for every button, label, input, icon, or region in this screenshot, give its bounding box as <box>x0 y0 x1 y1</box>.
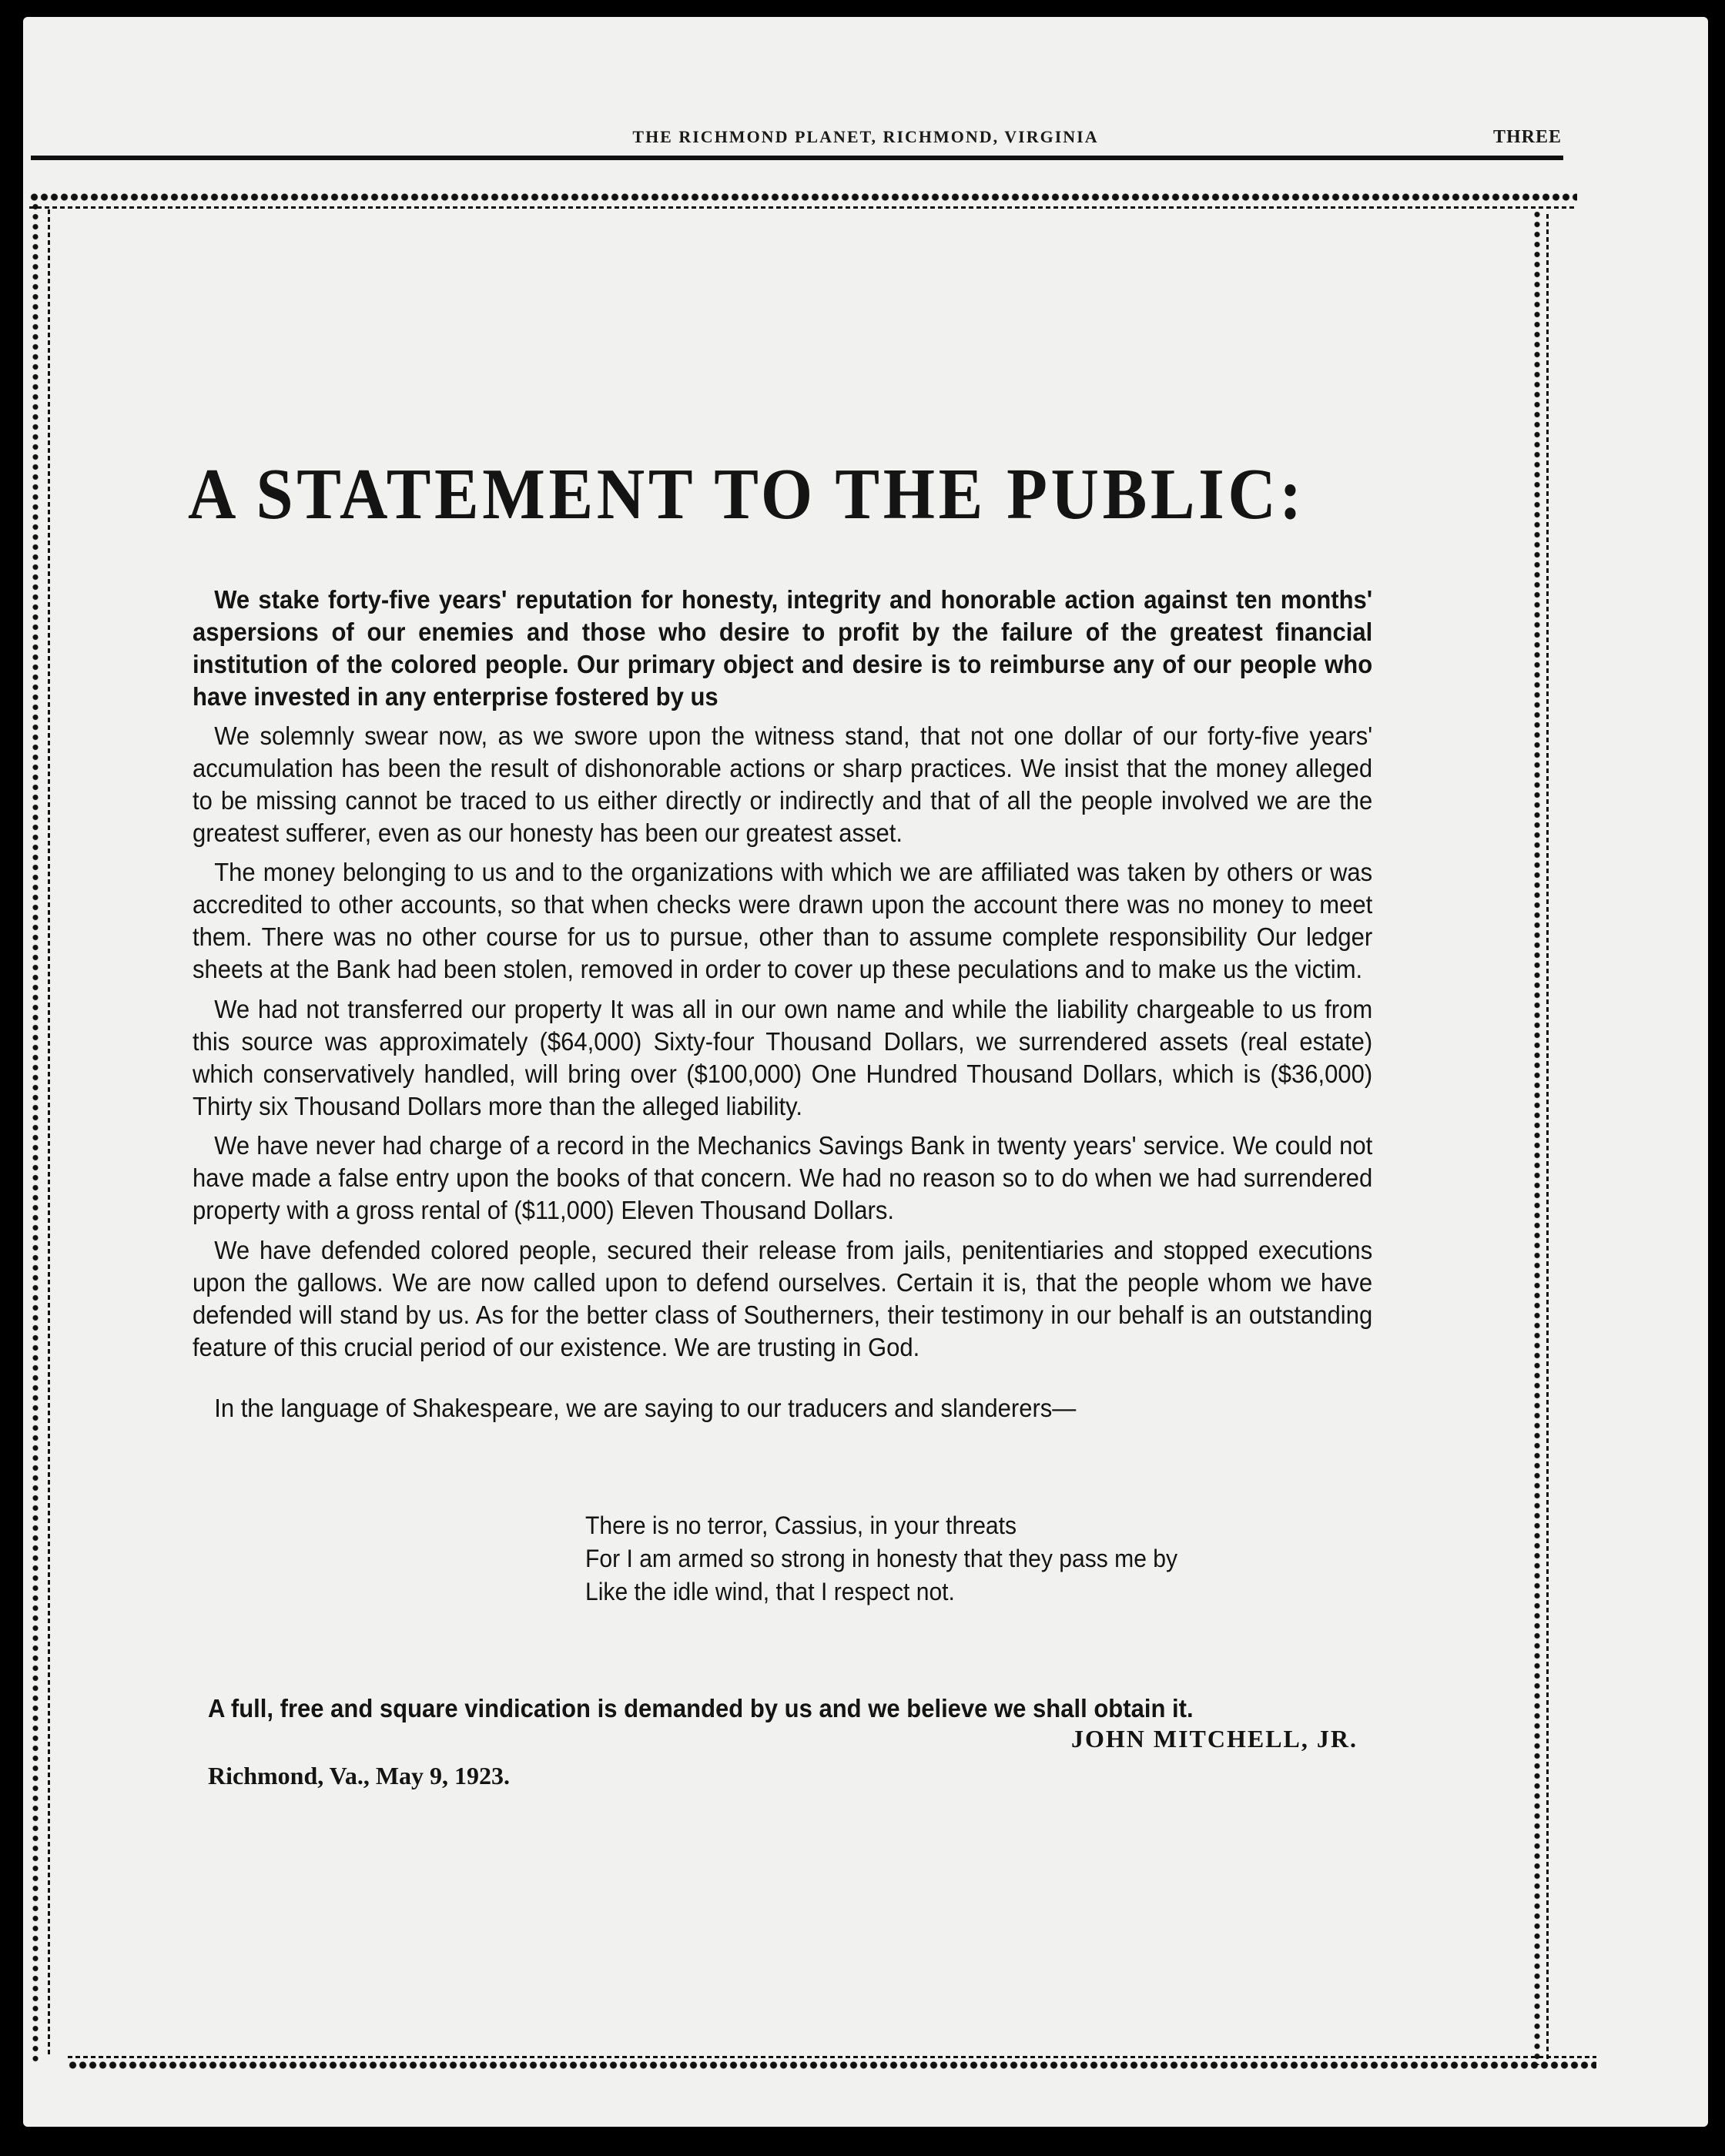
paragraph-5: We have never had charge of a record in the Mechanics Savings Bank in twenty years' service. We could not have made a false entry upon the books of that concern. We had no reason so to do when we had surrendered property with a gross rental of ($11,000) Eleven Thousand Dollars. <box>193 1131 1373 1224</box>
verse-line: There is no terror, Cassius, in your threats <box>585 1512 1017 1539</box>
masthead-title: THE RICHMOND PLANET, RICHMOND, VIRGINIA <box>632 127 1099 146</box>
paragraph-1: We stake forty-five years' reputation for honesty, integrity and honorable action against ten months' aspersions of our enemies and those who desire to profit by the failure of the greatest financial institution of the colored people. Our primary object and desire is to reimburse any of our people who have invested in any enterprise fostered by us <box>193 585 1373 711</box>
paragraph-2: We solemnly swear now, as we swore upon the witness stand, that not one dollar of our forty-five years' accumulation has been the result of dishonorable actions or sharp practices. We insist that the money alleged to be missing cannot be traced to us either directly or indirectly and that of all the people involved we are the greatest sufferer, even as our honesty has been our greatest asset. <box>193 721 1373 847</box>
signature: JOHN MITCHELL, JR. <box>1070 1725 1358 1753</box>
dateline: Richmond, Va., May 9, 1923. <box>208 1762 511 1789</box>
headline: A STATEMENT TO THE PUBLIC: <box>188 454 1305 534</box>
closing-statement: A full, free and square vindication is demanded by us and we believe we shall obtain it. <box>208 1694 1194 1722</box>
paragraph-3: The money belonging to us and to the organizations with which we are affiliated was taken by others or was accredited to other accounts, so that when checks were drawn upon the account there was no money to meet them. There was no other course for us to pursue, other than to assume complete responsibility Our ledger sheets at the Bank had been stolen, removed in order to cover up these peculations and to make us the victim. <box>193 858 1373 983</box>
paragraph-7: In the language of Shakespeare, we are saying to our traducers and slanderers— <box>214 1394 1077 1422</box>
page-number: THREE <box>1492 127 1562 147</box>
shakespeare-verse <box>585 1509 1177 1609</box>
verse-line: Like the idle wind, that I respect not. <box>585 1578 955 1605</box>
paragraph-6: We have defended colored people, secured their release from jails, penitentiaries and stopped executions upon the gallows. We are now called upon to defend ourselves. Certain it is, that the people whom we have defended will stand by us. As for the better class of Southerners, their testimony in our behalf is an outstanding feature of this crucial period of our existence. We are trusting in God. <box>193 1236 1373 1361</box>
verse-line: For I am armed so strong in honesty that they pass me by <box>585 1545 1178 1572</box>
paragraph-4: We had not transferred our property It was all in our own name and while the liability chargeable to us from this source was approximately ($64,000) Sixty-four Thousand Dollars, we surrendered assets (real estate) which conservatively handled, will bring over ($100,000) One Hundred Thousand Dollars, which is ($36,000) Thirty six Thousand Dollars more than the alleged liability. <box>193 995 1373 1120</box>
